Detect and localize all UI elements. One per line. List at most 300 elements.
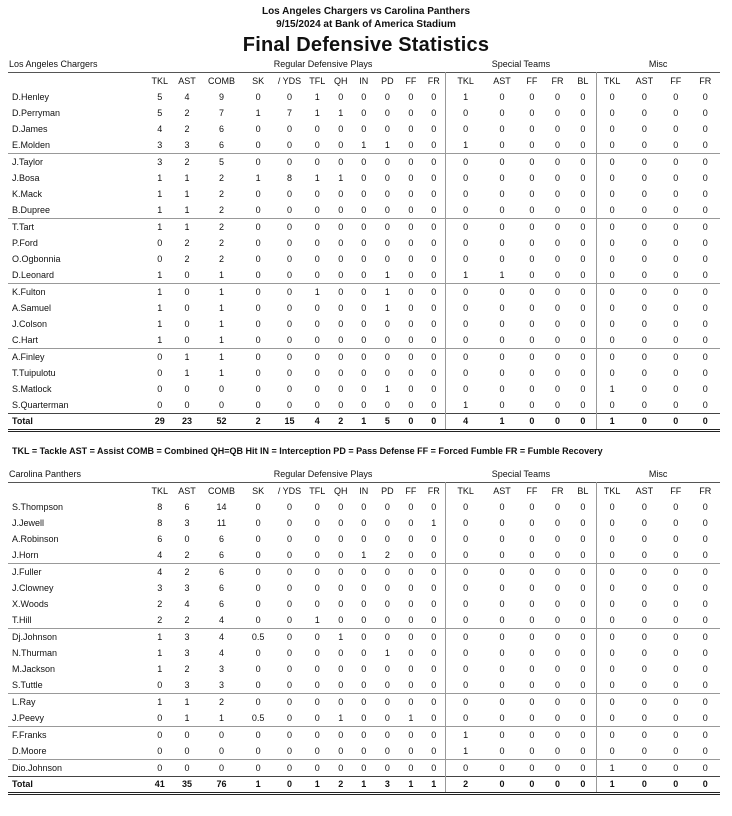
player-row [8,612,720,629]
stat-cell: 2 [201,694,243,711]
stat-cell: 0 [570,154,596,171]
stat-cell: 0 [287,319,293,329]
stat-cell: 0 [499,189,505,199]
stat-cell: 0 [596,349,627,366]
stat-cell: 0 [499,599,505,609]
player-name: J.Colson [12,319,48,329]
stat-cell: 0 [274,694,305,711]
player-name: D.Moore [12,746,47,756]
stat-cell: 0 [673,518,679,528]
stat-cell: 0 [384,502,390,512]
stat-cell: 0 [641,238,647,248]
column-header: SK [242,483,273,500]
stat-cell: 0 [673,303,679,313]
stat-cell: 0 [375,694,399,711]
stat-cell: 0 [157,384,163,394]
stat-cell: 0 [529,518,535,528]
stat-cell: 0 [338,189,344,199]
stat-cell: 0 [408,550,414,560]
stat-cell: 3 [184,648,190,658]
stat-cell: 0 [570,760,596,777]
stat-cell: 0 [570,235,596,251]
stat-cell: 2 [157,615,163,625]
stat-cell: 0 [609,108,615,118]
stat-cell: 0 [463,384,469,394]
stat-cell: 0 [287,335,293,345]
stat-cell: 2 [219,205,225,215]
stat-cell: 1 [255,108,261,118]
player-name: Dio.Johnson [8,760,146,777]
player-row [8,219,720,236]
stat-cell: 0 [314,368,320,378]
player-row [8,645,720,661]
stat-cell: 0 [519,154,545,171]
stat-cell: 0 [529,189,535,199]
column-header: IN [352,73,375,90]
stat-cell: 0 [255,92,261,102]
player-name: J.Taylor [8,154,146,171]
stat-cell: 2 [184,254,190,264]
total-cell: 23 [173,414,200,431]
stat-cell: 6 [219,140,225,150]
stat-cell: 0 [661,727,690,744]
player-name: D.Henley [12,92,50,102]
stat-cell: 0 [314,664,320,674]
stat-cell: 0 [641,648,647,658]
stat-cell: 6 [219,583,225,593]
stat-cell: 0 [529,335,535,345]
stat-cell: 0 [184,746,190,756]
stat-cell: 0 [408,615,414,625]
stat-cell: 0 [555,664,561,674]
stat-cell: 0 [146,760,173,777]
stat-cell: 0 [529,368,535,378]
total-cell: 1 [352,777,375,794]
stat-cell: 0 [570,202,596,219]
stat-cell: 0 [422,251,445,267]
stat-cell: 0 [399,284,422,301]
stat-cell: 0 [446,219,486,236]
total-cell: 35 [173,777,200,794]
stat-cell: 0 [673,335,679,345]
stat-cell: 0 [255,550,261,560]
stat-cell: 0 [555,534,561,544]
stat-cell: 0 [173,760,200,777]
stat-cell: 0 [408,254,414,264]
stat-cell: 3 [219,664,225,674]
stat-cell: 0 [446,349,486,366]
stat-cell: 4 [201,629,243,646]
stat-cell: 0 [641,270,647,280]
player-name: D.James [12,124,48,134]
stat-cell: 0 [641,664,647,674]
stat-cell: 0 [352,694,375,711]
stat-cell: 0 [399,154,422,171]
stat-cell: 0 [352,564,375,581]
stat-cell: 0 [157,680,163,690]
stat-cell: 0 [361,335,367,345]
stat-cell: 0 [184,303,190,313]
total-cell: 15 [274,414,305,431]
stat-cell: 3 [157,140,163,150]
stat-cell: 0 [422,235,445,251]
stat-cell: 0 [570,710,596,727]
group-label-special: Special Teams [491,469,551,479]
stat-cell: 0 [352,349,375,366]
stat-cell: 0 [338,92,344,102]
player-row [8,105,720,121]
stat-cell: 0 [570,694,596,711]
stat-cell: 0 [329,154,352,171]
stat-cell: 0 [314,550,320,560]
group-label-special: Special Teams [491,59,551,69]
column-header: FR [545,73,570,90]
stat-cell: 0 [463,238,469,248]
stat-cell: 1 [384,648,390,658]
stat-cell: 1 [157,173,163,183]
stat-cell: 0 [702,205,708,215]
stat-cell: 0 [702,124,708,134]
stat-cell: 0 [338,254,344,264]
stat-cell: 0 [408,238,414,248]
stat-cell: 0 [555,615,561,625]
stat-cell: 0 [628,694,661,711]
player-row [8,547,720,564]
stat-cell: 0 [422,365,445,381]
column-header: FR [422,483,445,500]
stat-cell: 0 [555,713,561,723]
stat-cell: 0 [519,760,545,777]
stat-cell: 0 [641,124,647,134]
stat-cell: 0 [499,502,505,512]
stat-cell: 1 [219,319,225,329]
stat-cell: 0 [499,108,505,118]
stat-cell: 0 [338,615,344,625]
stat-cell: 0 [446,154,486,171]
player-row [8,629,720,646]
stat-cell: 1 [314,92,320,102]
stat-cell: 4 [219,615,225,625]
total-cell: 0 [570,414,596,431]
stat-cell: 0 [422,170,445,186]
stat-cell: 0 [673,238,679,248]
stat-cell: 0 [314,599,320,609]
stat-cell: 0 [287,550,293,560]
stat-cell: 0 [255,254,261,264]
stat-cell: 0 [329,219,352,236]
stat-cell: 2 [184,238,190,248]
stat-cell: 5 [201,154,243,171]
stat-cell: 0 [184,335,190,345]
stat-cell: 0 [399,564,422,581]
stat-cell: 0 [422,694,445,711]
player-row [8,515,720,531]
stat-cell: 0 [463,189,469,199]
stat-cell: 2 [184,550,190,560]
stat-cell: 0 [408,173,414,183]
total-cell: 0 [570,777,596,794]
stat-cell: 0 [274,219,305,236]
stat-cell: 1 [314,108,320,118]
stat-cell: 0 [408,270,414,280]
stat-cell: 0 [499,173,505,183]
stat-cell: 0 [673,270,679,280]
stat-cell: 0 [314,502,320,512]
stat-cell: 0 [157,400,163,410]
stat-cell: 1 [219,713,225,723]
stat-cell: 0 [555,583,561,593]
stat-cell: 0 [384,124,390,134]
stat-cell: 0 [485,694,518,711]
player-row [8,397,720,414]
player-name: T.Tuipulotu [12,368,56,378]
stat-cell: 0 [519,564,545,581]
stat-cell: 2 [173,154,200,171]
stat-cell: 0 [555,680,561,690]
stat-cell: 0 [545,760,570,777]
stat-cell: 0 [555,384,561,394]
stat-cell: 0 [361,319,367,329]
stat-cell: 0 [673,502,679,512]
stat-cell: 4 [157,124,163,134]
stat-cell: 0 [641,254,647,264]
stat-cell: 0 [555,173,561,183]
stat-cell: 0 [555,368,561,378]
stat-cell: 0 [499,615,505,625]
stat-cell: 0 [702,680,708,690]
stat-cell: 0 [529,534,535,544]
player-row [8,186,720,202]
stat-cell: 4 [219,648,225,658]
stat-cell: 4 [146,564,173,581]
stat-cell: 3 [184,583,190,593]
stat-cell: 0 [570,365,596,381]
stat-cell: 3 [157,583,163,593]
stat-cell: 0 [609,583,615,593]
stat-cell: 1 [157,335,163,345]
stat-cell: 0 [219,400,225,410]
stat-cell: 0 [361,92,367,102]
stat-cell: 0 [690,760,720,777]
stat-cell: 1 [219,335,225,345]
stat-cell: 0 [338,384,344,394]
stat-cell: 0 [570,251,596,267]
stat-cell: 0 [702,746,708,756]
stat-cell: 0 [408,140,414,150]
stat-cell: 0 [422,332,445,349]
stat-cell: 0 [702,270,708,280]
stat-cell: 0 [314,303,320,313]
stat-cell: 0 [673,205,679,215]
column-header: TFL [305,73,329,90]
column-header: TFL [305,483,329,500]
stat-cell: 0 [338,335,344,345]
player-name: J.Jewell [12,518,45,528]
stat-cell: 0 [219,746,225,756]
stat-cell: 0 [384,746,390,756]
stat-cell: 0 [673,384,679,394]
stat-cell: 0 [529,319,535,329]
stat-cell: 0 [399,349,422,366]
stat-cell: 0 [361,615,367,625]
stat-cell: 0 [673,108,679,118]
stat-cell: 0 [338,648,344,658]
stat-cell: 0 [375,154,399,171]
column-header: FF [661,73,690,90]
stat-cell: 0 [570,300,596,316]
stat-cell: 0 [255,270,261,280]
stat-cell: 0 [408,92,414,102]
stat-cell: 0 [609,746,615,756]
stat-cell: 0 [609,680,615,690]
stat-cell: 0 [287,124,293,134]
stat-cell: 0 [287,615,293,625]
stat-cell: 0 [628,219,661,236]
player-name: J.Horn [12,550,39,560]
stat-cell: 0 [242,219,273,236]
stat-cell: 0 [255,518,261,528]
stat-cell: 0 [384,518,390,528]
total-cell: 0 [399,414,422,431]
stat-cell: 0 [375,760,399,777]
stat-cell: 0 [529,648,535,658]
stat-cell: 0 [361,303,367,313]
stat-cell: 0 [408,680,414,690]
stat-cell: 0 [641,303,647,313]
stat-cell: 0 [314,205,320,215]
stat-cell: 0 [702,599,708,609]
stat-cell: 0 [499,368,505,378]
stat-cell: 0 [463,648,469,658]
stat-cell: 0 [422,499,445,515]
stat-cell: 0 [422,381,445,397]
stat-cell: 0 [242,154,273,171]
stat-cell: 6 [157,534,163,544]
total-cell: 4 [446,414,486,431]
stat-cell: 0 [274,154,305,171]
stat-cell: 0 [287,254,293,264]
stat-cell: 0 [314,534,320,544]
stat-cell: 0 [184,270,190,280]
stat-cell: 0 [485,349,518,366]
column-header: TKL [146,483,173,500]
column-header: TKL [446,483,486,500]
column-header: AST [628,483,661,500]
stat-cell: 1 [463,140,469,150]
stat-cell: 0 [361,108,367,118]
total-cell: 0 [485,777,518,794]
stat-cell: 0 [609,502,615,512]
stat-cell: 0 [628,284,661,301]
stat-cell: 0 [529,615,535,625]
stat-cell: 0 [499,238,505,248]
stat-cell: 0 [570,499,596,515]
defense-table [8,466,720,795]
stat-cell: 0 [255,335,261,345]
abbreviation-legend: TKL = Tackle AST = Assist COMB = Combined QH=QB Hit IN = Interception PD = Pass Defense FF = Forced Fumble FR = Fumble Recovery [12,446,603,456]
stat-cell: 0 [422,349,445,366]
stat-cell: 0 [287,368,293,378]
stat-cell: 0 [255,205,261,215]
player-name: S.Tuttle [12,680,43,690]
stat-cell: 0 [609,713,615,723]
stat-cell: 0 [702,368,708,378]
total-cell: 0 [519,777,545,794]
stat-cell: 0 [702,335,708,345]
stat-cell: 0 [499,254,505,264]
player-name: L.Ray [8,694,146,711]
stat-cell: 0 [399,219,422,236]
stat-cell: 0 [673,189,679,199]
stat-cell: 0 [570,89,596,105]
player-row [8,251,720,267]
stat-cell: 0 [361,368,367,378]
stat-cell: 1 [361,140,367,150]
stat-cell: 0 [545,694,570,711]
stat-cell: 0 [446,629,486,646]
column-header: FR [690,483,720,500]
stat-cell: 0 [661,629,690,646]
stat-cell: 0 [529,140,535,150]
column-header: / YDS [274,483,305,500]
column-header: SK [242,73,273,90]
player-row [8,661,720,677]
stat-cell: 0 [641,400,647,410]
stat-cell: 0 [305,564,329,581]
stat-cell: 1 [157,270,163,280]
stat-cell: 1 [596,760,627,777]
stat-cell: 1 [422,515,445,531]
player-name: N.Thurman [12,648,58,658]
stat-cell: 1 [219,270,225,280]
column-header: FR [690,73,720,90]
column-header: FR [422,73,445,90]
stat-cell: 0 [609,599,615,609]
stat-cell: 14 [216,502,227,512]
stat-cell: 0 [673,664,679,674]
stat-cell: 0 [555,303,561,313]
stat-cell: 0 [375,564,399,581]
stat-cell: 0 [555,270,561,280]
stat-cell: 1 [201,349,243,366]
stat-cell: 1 [463,746,469,756]
stat-cell: 0 [314,746,320,756]
stat-cell: 0 [287,746,293,756]
stat-cell: 0 [384,254,390,264]
stat-cell: 0 [485,727,518,744]
column-header: IN [352,483,375,500]
stat-cell: 0 [661,154,690,171]
stat-cell: 0 [305,629,329,646]
stat-cell: 0 [274,760,305,777]
player-name: K.Mack [12,189,43,199]
column-header: AST [173,73,200,90]
stat-cell: 0 [384,583,390,593]
column-header: FF [399,73,422,90]
stat-cell: 0 [673,319,679,329]
total-cell: 0 [519,414,545,431]
total-cell: 0 [274,777,305,794]
stat-cell: 2 [184,124,190,134]
total-cell: 2 [329,414,352,431]
stat-cell: 0 [361,254,367,264]
stat-cell: 0 [641,140,647,150]
stat-cell: 7 [287,108,293,118]
stat-cell: 0 [609,189,615,199]
stat-cell: 1 [219,368,225,378]
stat-cell: 0 [408,648,414,658]
stat-cell: 0 [361,384,367,394]
